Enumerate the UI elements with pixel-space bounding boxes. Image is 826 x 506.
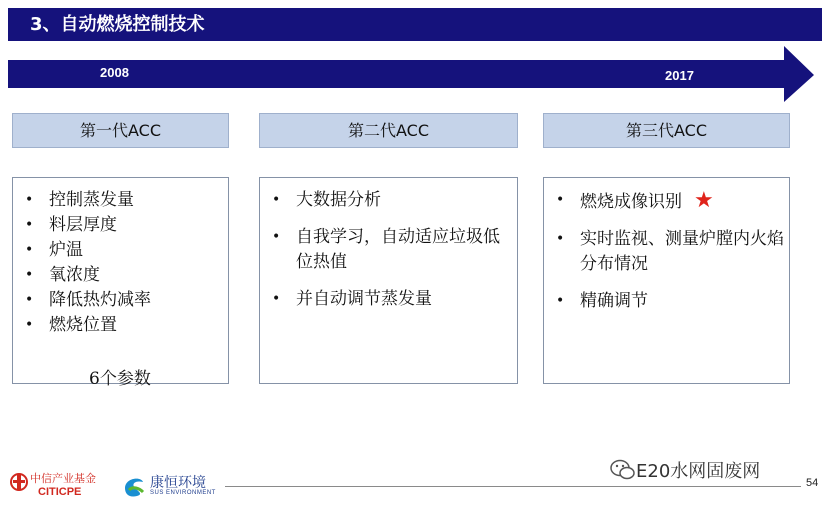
page-number: 54 bbox=[806, 477, 819, 489]
timeline-end-year: 2017 bbox=[665, 68, 694, 83]
list-item: • 燃烧位置 bbox=[49, 313, 151, 338]
bullet-icon: • bbox=[272, 192, 281, 208]
sus-logo-icon bbox=[121, 472, 147, 498]
list-item: • 并自动调节蒸发量 bbox=[296, 287, 511, 312]
citic-logo-icon bbox=[10, 470, 28, 494]
list-item: • 精确调节 bbox=[580, 289, 785, 314]
gen1-list bbox=[25, 188, 151, 338]
star-icon: ★ bbox=[694, 188, 714, 213]
bullet-icon: • bbox=[272, 291, 281, 307]
parameter-count: 6个参数 bbox=[89, 369, 151, 389]
bullet-icon: • bbox=[556, 293, 565, 309]
bullet-icon: • bbox=[25, 217, 34, 233]
wechat-icon bbox=[610, 458, 636, 482]
timeline-start-year: 2008 bbox=[100, 65, 129, 80]
list-item: • 炉温 bbox=[49, 238, 151, 263]
title-bar bbox=[8, 8, 822, 41]
bullet-icon: • bbox=[25, 267, 34, 283]
bullet-icon: • bbox=[272, 229, 281, 245]
bullet-icon: • bbox=[25, 192, 34, 208]
timeline-arrow bbox=[8, 46, 818, 108]
bullet-icon: • bbox=[25, 242, 34, 258]
list-item: • 料层厚度 bbox=[49, 213, 151, 238]
list-item: • 大数据分析 bbox=[296, 188, 511, 213]
gen2-list bbox=[272, 188, 511, 324]
citic-logo-cn: 中信产业基金 bbox=[30, 472, 96, 485]
gen1-content-box bbox=[12, 177, 229, 389]
gen3-content-box bbox=[543, 177, 790, 384]
citic-logo-en: CITICPE bbox=[38, 486, 82, 498]
footer-divider bbox=[225, 486, 801, 487]
bullet-icon: • bbox=[556, 192, 565, 208]
bullet-icon: • bbox=[25, 292, 34, 308]
list-item: • 燃烧成像识别 ★ bbox=[556, 188, 714, 213]
list-item: • 实时监视、测量炉膛内火焰分布情况 bbox=[556, 229, 784, 274]
gen3-header: 第三代ACC bbox=[543, 113, 790, 148]
gen2-content-box bbox=[259, 177, 518, 384]
bullet-icon: • bbox=[25, 317, 34, 333]
timeline-arrow-shape bbox=[8, 46, 818, 104]
sus-logo-cn: 康恒环境 bbox=[150, 475, 206, 491]
gen3-list bbox=[556, 188, 785, 326]
list-item: • 氧浓度 bbox=[49, 263, 151, 288]
list-item: • 自我学习，自动适应垃圾低位热值 bbox=[272, 227, 500, 272]
list-item: • 控制蒸发量 bbox=[49, 188, 151, 213]
gen2-header: 第二代ACC bbox=[259, 113, 518, 148]
watermark: E20水网固废网 bbox=[636, 461, 761, 482]
bullet-icon: • bbox=[556, 231, 565, 247]
gen1-header: 第一代ACC bbox=[12, 113, 229, 148]
list-item: • 降低热灼减率 bbox=[49, 288, 151, 313]
sus-logo-en: SUS ENVIRONMENT bbox=[150, 490, 216, 496]
slide-title: 3、自动燃烧控制技术 bbox=[30, 14, 205, 35]
